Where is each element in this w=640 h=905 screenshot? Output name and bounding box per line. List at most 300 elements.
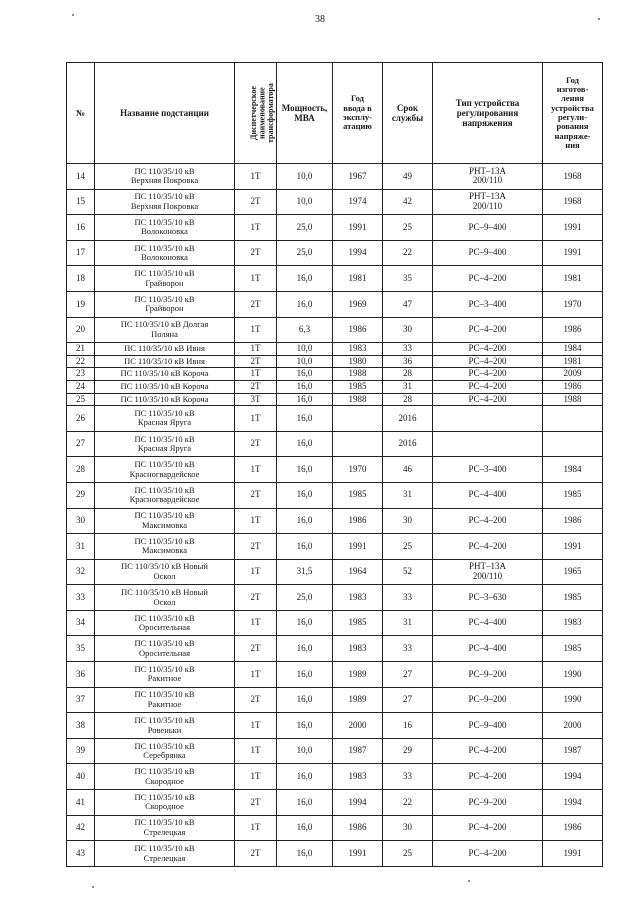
cell-year-in: 1974 — [333, 189, 383, 215]
table-body — [67, 164, 603, 867]
cell-reg-type — [433, 662, 543, 688]
cell-reg-type — [433, 266, 543, 292]
cell-name — [95, 713, 235, 739]
cell-name-line: ПС 110/35/10 кВ — [134, 843, 195, 854]
cell-name-line: Грайворон — [145, 303, 184, 314]
cell-term: 33 — [383, 343, 433, 356]
table-row — [67, 662, 603, 688]
cell-num: 19 — [67, 291, 95, 317]
table-header-row — [67, 63, 603, 164]
header-dispatch — [235, 63, 277, 164]
cell-transformer: 1Т — [235, 662, 277, 688]
cell-term: 30 — [383, 508, 433, 534]
cell-name-line: ПС 110/35/10 кВ — [134, 484, 195, 495]
cell-name — [95, 482, 235, 508]
cell-transformer: 2Т — [235, 687, 277, 713]
cell-power: 16,0 — [277, 266, 333, 292]
cell-name-line: ПС 110/35/10 кВ — [134, 766, 195, 777]
cell-power: 16,0 — [277, 610, 333, 636]
cell-reg-year: 1987 — [543, 738, 603, 764]
cell-num: 20 — [67, 317, 95, 343]
cell-name-line: Оросительная — [138, 622, 190, 633]
cell-year-in: 1983 — [333, 343, 383, 356]
cell-name-line: Максимовка — [142, 545, 187, 556]
cell-name-line: ПС 110/35/10 кВ — [134, 459, 195, 470]
cell-transformer: 1Т — [235, 610, 277, 636]
cell-term: 29 — [383, 738, 433, 764]
cell-year-in: 1991 — [333, 841, 383, 867]
cell-reg-year: 1968 — [543, 189, 603, 215]
cell-term: 27 — [383, 687, 433, 713]
cell-year-in: 1985 — [333, 482, 383, 508]
cell-name — [95, 266, 235, 292]
cell-reg-year: 1985 — [543, 636, 603, 662]
cell-name — [95, 841, 235, 867]
cell-transformer: 2Т — [235, 380, 277, 393]
table-row — [67, 406, 603, 432]
cell-name — [95, 457, 235, 483]
table-row — [67, 713, 603, 739]
cell-reg-year: 1991 — [543, 534, 603, 560]
cell-term: 27 — [383, 662, 433, 688]
cell-name — [95, 164, 235, 190]
cell-reg-type-line: РС–4–200 — [468, 272, 507, 283]
cell-num: 21 — [67, 343, 95, 356]
cell-reg-type-line: РС–4–400 — [468, 617, 507, 628]
cell-year-in: 1988 — [333, 393, 383, 406]
cell-power: 16,0 — [277, 457, 333, 483]
table-row — [67, 738, 603, 764]
cell-reg-type — [433, 815, 543, 841]
cell-name — [95, 764, 235, 790]
cell-year-in: 1981 — [333, 266, 383, 292]
cell-reg-type — [433, 585, 543, 611]
cell-num: 14 — [67, 164, 95, 190]
cell-name-line: Оскол — [153, 596, 176, 607]
header-term: Срок службы — [383, 63, 433, 164]
cell-name-line: ПС 110/35/10 кВ — [134, 293, 195, 304]
cell-transformer: 2Т — [235, 189, 277, 215]
cell-term: 2016 — [383, 406, 433, 432]
cell-name — [95, 534, 235, 560]
table-row — [67, 585, 603, 611]
cell-power: 16,0 — [277, 841, 333, 867]
cell-power: 16,0 — [277, 636, 333, 662]
cell-name-line: ПС 110/35/10 кВ — [134, 510, 195, 521]
cell-year-in: 1983 — [333, 636, 383, 662]
cell-power: 16,0 — [277, 406, 333, 432]
cell-name-line: Красная Яруга — [137, 417, 192, 428]
cell-transformer: 1Т — [235, 764, 277, 790]
cell-name — [95, 687, 235, 713]
cell-reg-type-line: 200/110 — [472, 200, 503, 211]
cell-power: 16,0 — [277, 764, 333, 790]
cell-name — [95, 815, 235, 841]
cell-term: 31 — [383, 482, 433, 508]
scan-speck — [468, 880, 470, 882]
table-row — [67, 687, 603, 713]
table-row — [67, 164, 603, 190]
cell-power: 25,0 — [277, 215, 333, 241]
cell-num: 32 — [67, 559, 95, 585]
cell-power: 10,0 — [277, 355, 333, 368]
cell-transformer: 2Т — [235, 841, 277, 867]
cell-num: 27 — [67, 431, 95, 457]
table-row — [67, 240, 603, 266]
table-row — [67, 559, 603, 585]
cell-power: 16,0 — [277, 368, 333, 381]
cell-reg-type-line: РС–9–200 — [468, 668, 507, 679]
cell-reg-type — [433, 687, 543, 713]
cell-name — [95, 406, 235, 432]
table-row — [67, 343, 603, 356]
cell-num: 38 — [67, 713, 95, 739]
cell-reg-type-line: РС–4–200 — [468, 745, 507, 756]
cell-term: 35 — [383, 266, 433, 292]
cell-reg-type — [433, 355, 543, 368]
cell-name-line: Стрелецкая — [143, 826, 186, 837]
cell-term: 46 — [383, 457, 433, 483]
cell-name-line: Оскол — [153, 570, 176, 581]
table-row — [67, 790, 603, 816]
cell-year-in: 1983 — [333, 585, 383, 611]
cell-year-in — [333, 406, 383, 432]
cell-num: 24 — [67, 380, 95, 393]
cell-name-line: ПС 110/35/10 кВ — [134, 740, 195, 751]
cell-num: 35 — [67, 636, 95, 662]
cell-transformer: 1Т — [235, 343, 277, 356]
cell-power: 16,0 — [277, 508, 333, 534]
cell-year-in: 2000 — [333, 713, 383, 739]
cell-reg-year: 1970 — [543, 291, 603, 317]
cell-transformer: 1Т — [235, 713, 277, 739]
cell-reg-type-line: РС–4–200 — [468, 770, 507, 781]
cell-reg-type-line: РС–9–400 — [468, 221, 507, 232]
cell-power: 31,5 — [277, 559, 333, 585]
cell-reg-year: 1986 — [543, 815, 603, 841]
cell-power: 25,0 — [277, 585, 333, 611]
cell-name-line: Скородное — [145, 775, 184, 786]
cell-name-line: ПС 110/35/10 кВ — [134, 535, 195, 546]
cell-name-line: ПС 110/35/10 кВ — [134, 791, 195, 802]
cell-reg-type-line: РС–4–200 — [468, 343, 507, 354]
table-row — [67, 841, 603, 867]
cell-power: 16,0 — [277, 431, 333, 457]
cell-name-line: ПС 110/35/10 кВ — [134, 433, 195, 444]
cell-reg-year: 1991 — [543, 215, 603, 241]
cell-name-line: ПС 110/35/10 кВ — [134, 216, 195, 227]
cell-power: 16,0 — [277, 687, 333, 713]
cell-year-in — [333, 431, 383, 457]
cell-reg-type-line: РС–4–200 — [468, 822, 507, 833]
cell-transformer: 2Т — [235, 291, 277, 317]
table-row — [67, 815, 603, 841]
cell-num: 18 — [67, 266, 95, 292]
cell-name-line: ПС 110/35/10 кВ Короча — [120, 368, 209, 379]
cell-transformer: 2Т — [235, 636, 277, 662]
cell-name — [95, 317, 235, 343]
cell-power: 10,0 — [277, 738, 333, 764]
cell-power: 16,0 — [277, 815, 333, 841]
cell-reg-type — [433, 482, 543, 508]
cell-reg-type-line: 200/110 — [472, 175, 503, 186]
cell-term: 47 — [383, 291, 433, 317]
cell-year-in: 1989 — [333, 687, 383, 713]
cell-transformer: 1Т — [235, 738, 277, 764]
cell-num: 36 — [67, 662, 95, 688]
cell-term: 16 — [383, 713, 433, 739]
cell-name — [95, 291, 235, 317]
cell-power: 16,0 — [277, 393, 333, 406]
cell-reg-type — [433, 610, 543, 636]
cell-reg-type-line: РС–4–400 — [468, 643, 507, 654]
cell-term: 22 — [383, 240, 433, 266]
cell-name — [95, 559, 235, 585]
cell-power: 6,3 — [277, 317, 333, 343]
cell-year-in: 1980 — [333, 355, 383, 368]
cell-reg-type-line: РС–4–200 — [468, 540, 507, 551]
cell-term: 28 — [383, 368, 433, 381]
cell-reg-year: 1986 — [543, 508, 603, 534]
cell-transformer: 1Т — [235, 317, 277, 343]
cell-term: 33 — [383, 636, 433, 662]
cell-name-line: Серебрянка — [143, 750, 186, 761]
cell-term: 33 — [383, 585, 433, 611]
table-row — [67, 189, 603, 215]
cell-name-line: Оросительная — [138, 647, 190, 658]
cell-reg-year: 2009 — [543, 368, 603, 381]
cell-power: 16,0 — [277, 790, 333, 816]
cell-name-line: Красная Яруга — [137, 443, 192, 454]
cell-reg-type — [433, 534, 543, 560]
header-power: Мощность, МВА — [277, 63, 333, 164]
cell-num: 26 — [67, 406, 95, 432]
cell-name — [95, 585, 235, 611]
cell-name-line: Красногвардейское — [129, 494, 200, 505]
cell-transformer: 1Т — [235, 406, 277, 432]
cell-name-line: Ракитное — [147, 698, 182, 709]
cell-name-line: ПС 110/35/10 кВ — [134, 612, 195, 623]
cell-reg-type — [433, 393, 543, 406]
cell-num: 25 — [67, 393, 95, 406]
cell-name-line: Красногвардейское — [129, 468, 200, 479]
cell-name-line: ПС 110/35/10 кВ — [134, 242, 195, 253]
cell-name-line: ПС 110/35/10 кВ — [134, 268, 195, 279]
cell-reg-type — [433, 215, 543, 241]
cell-year-in: 1985 — [333, 380, 383, 393]
cell-reg-type — [433, 291, 543, 317]
cell-year-in: 1991 — [333, 534, 383, 560]
cell-name-line: ПС 110/35/10 кВ — [134, 165, 195, 176]
cell-name-line: ПС 110/35/10 кВ Ивня — [124, 343, 205, 354]
cell-transformer: 1Т — [235, 164, 277, 190]
cell-reg-type-line: РС–3–400 — [468, 463, 507, 474]
cell-reg-type — [433, 164, 543, 190]
cell-reg-type — [433, 380, 543, 393]
cell-year-in: 1987 — [333, 738, 383, 764]
cell-num: 42 — [67, 815, 95, 841]
cell-reg-year: 1968 — [543, 164, 603, 190]
cell-transformer: 1Т — [235, 215, 277, 241]
table-row — [67, 215, 603, 241]
cell-transformer: 1Т — [235, 457, 277, 483]
table-row — [67, 610, 603, 636]
cell-year-in: 1967 — [333, 164, 383, 190]
cell-reg-type — [433, 764, 543, 790]
cell-reg-type-line: РС–9–200 — [468, 796, 507, 807]
cell-reg-year: 1994 — [543, 764, 603, 790]
cell-name-line: ПС 110/35/10 кВ — [134, 715, 195, 726]
cell-transformer: 2Т — [235, 534, 277, 560]
cell-name — [95, 431, 235, 457]
cell-power: 10,0 — [277, 164, 333, 190]
cell-name — [95, 636, 235, 662]
table-row — [67, 393, 603, 406]
cell-reg-type-line: РНТ–13А — [468, 165, 506, 176]
cell-term: 25 — [383, 841, 433, 867]
cell-transformer: 2Т — [235, 240, 277, 266]
cell-num: 40 — [67, 764, 95, 790]
cell-reg-type-line: РНТ–13А — [468, 191, 506, 202]
cell-transformer: 1Т — [235, 266, 277, 292]
cell-transformer: 1Т — [235, 368, 277, 381]
cell-reg-year: 1994 — [543, 790, 603, 816]
cell-name — [95, 215, 235, 241]
cell-num: 30 — [67, 508, 95, 534]
cell-name-line: ПС 110/35/10 кВ — [134, 663, 195, 674]
cell-num: 23 — [67, 368, 95, 381]
cell-year-in: 1994 — [333, 790, 383, 816]
scan-speck — [72, 14, 74, 16]
cell-num: 15 — [67, 189, 95, 215]
cell-transformer: 3Т — [235, 393, 277, 406]
table-row — [67, 636, 603, 662]
cell-name — [95, 343, 235, 356]
cell-reg-type-line: РС–9–200 — [468, 694, 507, 705]
cell-reg-type-line: РС–4–200 — [468, 380, 507, 391]
cell-reg-type — [433, 368, 543, 381]
table-row — [67, 317, 603, 343]
cell-name-line: Волоконовка — [141, 252, 188, 263]
header-dispatch-text: Диспетчерское наименование трансформатора — [248, 83, 275, 143]
cell-name-line: Волоконовка — [141, 226, 188, 237]
header-num: № — [67, 63, 95, 164]
cell-name-line: ПС 110/35/10 кВ — [134, 817, 195, 828]
cell-reg-year: 1984 — [543, 457, 603, 483]
cell-reg-year: 1991 — [543, 240, 603, 266]
scan-speck — [92, 886, 94, 888]
cell-transformer: 1Т — [235, 815, 277, 841]
cell-num: 29 — [67, 482, 95, 508]
table-row — [67, 291, 603, 317]
cell-name-line: ПС 110/35/10 кВ Новый — [121, 561, 208, 572]
cell-name-line: ПС 110/35/10 кВ — [134, 638, 195, 649]
cell-name — [95, 508, 235, 534]
cell-year-in: 1985 — [333, 610, 383, 636]
cell-name — [95, 393, 235, 406]
cell-reg-type — [433, 508, 543, 534]
cell-year-in: 1964 — [333, 559, 383, 585]
cell-reg-type — [433, 790, 543, 816]
cell-num: 39 — [67, 738, 95, 764]
cell-power: 16,0 — [277, 380, 333, 393]
cell-name — [95, 738, 235, 764]
cell-reg-type-line: РС–4–200 — [468, 324, 507, 335]
cell-name-line: Ракитное — [147, 673, 182, 684]
cell-name — [95, 189, 235, 215]
cell-year-in: 1986 — [333, 508, 383, 534]
cell-num: 17 — [67, 240, 95, 266]
cell-reg-year: 2000 — [543, 713, 603, 739]
cell-name-line: ПС 110/35/10 кВ Короча — [120, 380, 209, 391]
cell-reg-type-line: РНТ–13А — [468, 561, 506, 572]
cell-name — [95, 662, 235, 688]
cell-reg-year: 1965 — [543, 559, 603, 585]
cell-reg-year — [543, 406, 603, 432]
cell-term: 49 — [383, 164, 433, 190]
cell-term: 36 — [383, 355, 433, 368]
cell-year-in: 1986 — [333, 815, 383, 841]
cell-name — [95, 368, 235, 381]
cell-term: 25 — [383, 215, 433, 241]
cell-reg-type — [433, 636, 543, 662]
header-reg-type: Тип устройства регулирования напряжения — [433, 63, 543, 164]
cell-term: 42 — [383, 189, 433, 215]
cell-term: 22 — [383, 790, 433, 816]
cell-year-in: 1988 — [333, 368, 383, 381]
cell-num: 31 — [67, 534, 95, 560]
cell-reg-year: 1986 — [543, 380, 603, 393]
cell-term: 52 — [383, 559, 433, 585]
cell-name — [95, 355, 235, 368]
cell-name — [95, 380, 235, 393]
cell-reg-type — [433, 189, 543, 215]
cell-num: 43 — [67, 841, 95, 867]
table-row — [67, 482, 603, 508]
cell-year-in: 1970 — [333, 457, 383, 483]
cell-name — [95, 610, 235, 636]
cell-reg-year: 1985 — [543, 482, 603, 508]
table-row — [67, 266, 603, 292]
cell-term: 2016 — [383, 431, 433, 457]
table-row — [67, 534, 603, 560]
cell-power: 16,0 — [277, 291, 333, 317]
header-reg-year: Год изготов- ления устройства регули- рования напряже- ния — [543, 63, 603, 164]
cell-name-line: ПС 110/35/10 кВ Ивня — [124, 355, 205, 366]
cell-name-line: Верхняя Покровка — [130, 200, 199, 211]
cell-reg-type-line: РС–4–200 — [468, 515, 507, 526]
table-row — [67, 355, 603, 368]
cell-year-in: 1991 — [333, 215, 383, 241]
cell-num: 33 — [67, 585, 95, 611]
cell-reg-type — [433, 457, 543, 483]
cell-num: 16 — [67, 215, 95, 241]
cell-reg-year: 1990 — [543, 662, 603, 688]
cell-name-line: ПС 110/35/10 кВ — [134, 191, 195, 202]
cell-transformer: 2Т — [235, 482, 277, 508]
table-row — [67, 508, 603, 534]
table-row — [67, 368, 603, 381]
cell-name-line: ПС 110/35/10 кВ Долгая — [120, 319, 209, 330]
cell-reg-type — [433, 406, 543, 432]
cell-reg-type-line: РС–3–400 — [468, 298, 507, 309]
table-row — [67, 431, 603, 457]
cell-num: 41 — [67, 790, 95, 816]
cell-reg-year: 1984 — [543, 343, 603, 356]
cell-transformer: 1Т — [235, 508, 277, 534]
cell-transformer: 2Т — [235, 790, 277, 816]
cell-name-line: ПС 110/35/10 кВ Короча — [120, 393, 209, 404]
